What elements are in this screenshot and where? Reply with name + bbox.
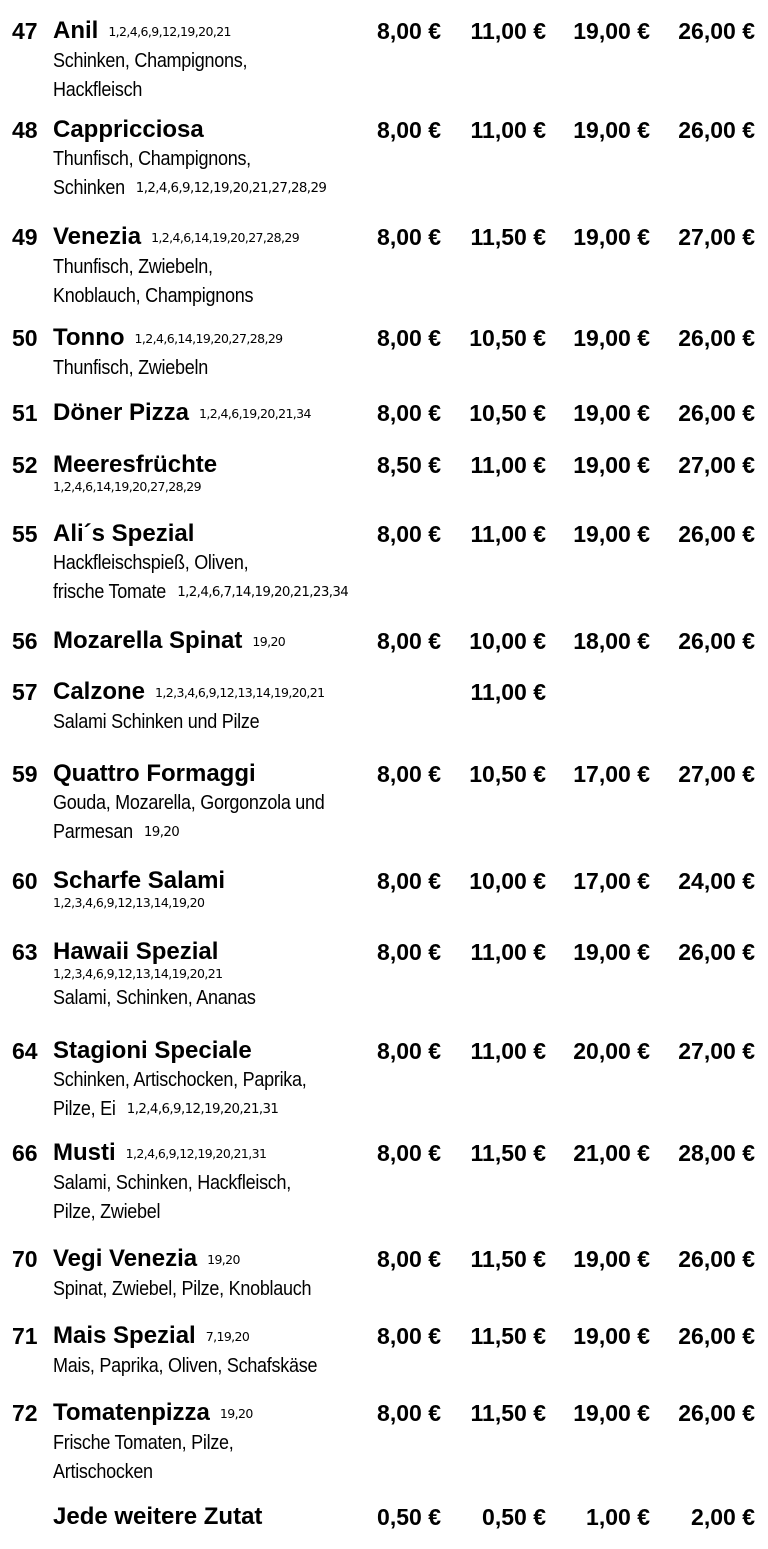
item-name: Meeresfrüchte (53, 451, 218, 478)
item-price-size-3: 17,00 € (573, 761, 650, 787)
item-name: Stagioni Speciale (53, 1037, 252, 1064)
item-details (53, 937, 373, 1013)
item-details (53, 16, 373, 105)
item-number: 55 (12, 521, 38, 547)
item-details (53, 519, 373, 607)
item-details (53, 866, 373, 913)
description-line (53, 253, 341, 282)
item-description (53, 145, 373, 203)
item-description (53, 1275, 373, 1304)
item-details (53, 1138, 373, 1227)
description-line (53, 354, 341, 383)
item-price-size-1: 8,00 € (377, 1140, 441, 1166)
item-number: 70 (12, 1246, 38, 1272)
item-name: Döner Pizza (53, 399, 190, 426)
description-line (53, 76, 341, 105)
extra-price-2: 0,50 € (482, 1504, 546, 1530)
description-line (53, 789, 341, 818)
item-description (53, 354, 373, 383)
item-details (53, 1321, 373, 1381)
item-price-size-3: 20,00 € (573, 1038, 650, 1064)
item-price-size-1: 8,00 € (377, 761, 441, 787)
item-allergen-codes: 19,20 (207, 1251, 240, 1267)
extra-topping-label: Jede weitere Zutat (53, 1503, 263, 1530)
description-line (53, 174, 341, 203)
item-number: 64 (12, 1038, 38, 1064)
item-description (53, 1066, 373, 1124)
item-name: Quattro Formaggi (53, 760, 256, 787)
item-name: Mozarella Spinat (53, 627, 243, 654)
item-price-size-3: 19,00 € (573, 1400, 650, 1426)
item-allergen-codes: 1,2,4,6,14,19,20,27,28,29 (53, 479, 202, 494)
item-price-size-1: 8,00 € (377, 224, 441, 250)
item-price-size-1: 8,00 € (377, 18, 441, 44)
item-allergen-codes: 1,2,3,4,6,9,12,13,14,19,20,21 (155, 684, 325, 700)
item-number: 63 (12, 939, 38, 965)
description-text: Mais, Paprika, Oliven, Schafskäse (53, 1354, 318, 1377)
item-price-size-4: 26,00 € (678, 939, 755, 965)
item-price-size-2: 10,00 € (469, 628, 546, 654)
description-text: Schinken, Champignons, (53, 49, 248, 72)
item-description (53, 1352, 373, 1381)
item-price-size-2: 11,00 € (470, 452, 546, 478)
item-price-size-3: 19,00 € (573, 224, 650, 250)
extra-price-1: 0,50 € (377, 1504, 441, 1530)
description-line (53, 984, 341, 1013)
description-text: Hackfleisch (53, 78, 143, 101)
description-text: Knoblauch, Champignons (53, 284, 254, 307)
item-price-size-1: 8,00 € (377, 400, 441, 426)
item-number: 56 (12, 628, 38, 654)
item-name-line (53, 677, 373, 708)
extra-price-3: 1,00 € (586, 1504, 650, 1530)
item-price-size-4: 28,00 € (678, 1140, 755, 1166)
item-number: 48 (12, 117, 38, 143)
item-name-line (53, 115, 373, 145)
item-allergen-codes: 19,20 (252, 633, 286, 649)
item-price-size-3: 19,00 € (573, 117, 650, 143)
item-name: Tomatenpizza (53, 1399, 210, 1426)
description-line (53, 1429, 341, 1458)
item-number: 59 (12, 761, 38, 787)
item-name-line (53, 222, 373, 253)
item-name: Scharfe Salami (53, 867, 226, 894)
item-name: Tonno (53, 324, 125, 351)
item-price-size-3: 17,00 € (573, 868, 650, 894)
item-price-size-1: 8,00 € (377, 325, 441, 351)
description-line (53, 1458, 341, 1487)
item-name-line (53, 16, 373, 47)
item-name-line (53, 398, 373, 429)
item-name: Calzone (53, 678, 146, 705)
item-price-size-2: 11,50 € (470, 1400, 546, 1426)
item-number: 72 (12, 1400, 38, 1426)
description-line (53, 1198, 341, 1227)
item-price-size-2: 11,00 € (470, 521, 546, 547)
item-price-size-4: 26,00 € (678, 400, 755, 426)
item-price-size-4: 26,00 € (678, 117, 755, 143)
item-price-size-4: 27,00 € (678, 452, 755, 478)
item-price-size-2: 11,00 € (470, 18, 546, 44)
item-price-size-4: 24,00 € (678, 868, 755, 894)
item-price-size-1: 8,00 € (377, 1246, 441, 1272)
item-price-size-3: 21,00 € (573, 1140, 650, 1166)
item-description (53, 708, 373, 737)
description-text: Artischocken (53, 1460, 153, 1483)
item-description (53, 984, 373, 1013)
item-price-size-1: 8,00 € (377, 868, 441, 894)
item-details (53, 759, 373, 847)
item-price-size-1: 8,50 € (377, 452, 441, 478)
item-price-size-4: 26,00 € (678, 1323, 755, 1349)
description-text: Pilze, Zwiebel (53, 1200, 161, 1223)
item-price-size-2: 11,50 € (470, 1323, 546, 1349)
item-name: Ali´s Spezial (53, 520, 195, 547)
item-number: 66 (12, 1140, 38, 1166)
description-text: Spinat, Zwiebel, Pilze, Knoblauch (53, 1277, 312, 1300)
description-text: Thunfisch, Zwiebeln (53, 356, 208, 379)
item-price-size-2: 11,50 € (470, 1246, 546, 1272)
item-allergen-codes: 1,2,3,4,6,9,12,13,14,19,20,21 (53, 966, 223, 981)
item-price-size-1: 8,00 € (377, 1038, 441, 1064)
item-allergen-codes: 19,20 (143, 824, 179, 841)
item-details (53, 1036, 373, 1124)
description-text: Hackfleischspieß, Oliven, (53, 552, 249, 574)
item-name-line (53, 323, 373, 354)
item-price-size-3: 19,00 € (573, 1246, 650, 1272)
item-price-size-2: 10,00 € (469, 868, 546, 894)
item-price-size-4: 26,00 € (678, 628, 755, 654)
item-name-line (53, 1138, 373, 1169)
item-name: Musti (53, 1139, 116, 1166)
item-description (53, 1429, 373, 1487)
item-description (53, 549, 373, 607)
item-name-line (53, 1244, 373, 1275)
item-price-size-1: 8,00 € (377, 117, 441, 143)
item-description (53, 1169, 373, 1227)
item-details (53, 626, 373, 657)
item-name: Mais Spezial (53, 1322, 196, 1349)
description-line (53, 1095, 341, 1124)
description-text: Salami Schinken und Pilze (53, 710, 260, 733)
item-price-size-1: 8,00 € (377, 1323, 441, 1349)
description-text: Schinken, Artischocken, Paprika, (53, 1069, 307, 1091)
description-line (53, 145, 341, 174)
item-number: 52 (12, 452, 38, 478)
description-line (53, 47, 341, 76)
item-name-line (53, 450, 373, 480)
item-price-size-2: 10,50 € (469, 761, 546, 787)
description-text: Salami, Schinken, Ananas (53, 987, 256, 1009)
item-name: Vegi Venezia (53, 1245, 198, 1272)
item-details (53, 398, 373, 429)
description-line (53, 578, 348, 607)
item-name-line (53, 759, 373, 789)
description-line (53, 818, 341, 847)
item-price-size-3: 18,00 € (573, 628, 650, 654)
item-number: 47 (12, 18, 38, 44)
item-price-size-1: 8,00 € (377, 939, 441, 965)
item-price-size-2: 11,00 € (470, 117, 546, 143)
item-details (53, 323, 373, 383)
description-text: frische Tomate (53, 581, 166, 603)
item-allergen-codes: 7,19,20 (205, 1328, 250, 1344)
item-number: 51 (12, 400, 38, 426)
description-line (53, 1066, 341, 1095)
item-price-size-2: 10,50 € (469, 325, 546, 351)
item-name: Cappricciosa (53, 116, 204, 143)
description-line (53, 1352, 341, 1381)
description-text: Thunfisch, Champignons, (53, 148, 251, 170)
item-price-size-1: 8,00 € (377, 1400, 441, 1426)
item-name: Hawaii Spezial (53, 938, 219, 965)
item-description (53, 47, 373, 105)
item-price-size-3: 19,00 € (573, 18, 650, 44)
item-price-size-4: 27,00 € (678, 761, 755, 787)
item-details (53, 1244, 373, 1304)
item-name-line (53, 1398, 373, 1429)
item-allergen-codes: 1,2,4,6,9,12,19,20,21 (108, 23, 231, 39)
item-price-size-2: 10,50 € (469, 400, 546, 426)
item-details (53, 222, 373, 311)
item-name-line (53, 1036, 373, 1066)
description-text: Salami, Schinken, Hackfleisch, (53, 1171, 292, 1194)
item-name: Anil (53, 17, 99, 44)
item-price-size-3: 19,00 € (573, 400, 650, 426)
item-allergen-codes: 1,2,4,6,7,14,19,20,21,23,34 (176, 584, 348, 601)
item-price-size-3: 19,00 € (573, 325, 650, 351)
item-details (53, 450, 373, 497)
item-details (53, 115, 373, 203)
description-text: Schinken (53, 177, 125, 199)
item-allergen-codes: 1,2,4,6,9,12,19,20,21,27,28,29 (135, 180, 327, 197)
item-allergen-codes: 1,2,4,6,9,12,19,20,21,31 (126, 1101, 278, 1118)
item-price-size-3: 19,00 € (573, 939, 650, 965)
item-price-size-2: 11,50 € (470, 1140, 546, 1166)
description-line (53, 708, 341, 737)
item-description (53, 789, 373, 847)
item-number: 57 (12, 679, 38, 705)
description-text: Pilze, Ei (53, 1098, 116, 1120)
item-allergen-codes: 19,20 (219, 1405, 253, 1421)
item-price-size-4: 26,00 € (678, 325, 755, 351)
item-name-line (53, 866, 373, 896)
item-price-size-3: 19,00 € (573, 1323, 650, 1349)
description-text: Gouda, Mozarella, Gorgonzola und (53, 792, 325, 814)
item-allergen-codes: 1,2,4,6,14,19,20,27,28,29 (151, 229, 300, 245)
item-number: 50 (12, 325, 38, 351)
item-price-size-2: 11,00 € (470, 939, 546, 965)
item-name-line (53, 519, 373, 549)
item-allergen-codes: 1,2,4,6,19,20,21,34 (199, 405, 311, 421)
item-price-size-2: 11,00 € (470, 679, 546, 705)
item-details (53, 1398, 373, 1487)
description-text: Thunfisch, Zwiebeln, (53, 255, 213, 278)
description-text: Frische Tomaten, Pilze, (53, 1431, 234, 1454)
item-name-line (53, 1321, 373, 1352)
item-price-size-3: 19,00 € (573, 521, 650, 547)
item-allergen-codes: 1,2,4,6,9,12,19,20,21,31 (125, 1145, 267, 1161)
item-price-size-4: 26,00 € (678, 521, 755, 547)
item-description (53, 253, 373, 311)
item-number: 71 (12, 1323, 38, 1349)
item-name-line (53, 626, 373, 657)
item-details (53, 677, 373, 737)
item-price-size-1: 8,00 € (377, 628, 441, 654)
item-allergen-codes: 1,2,4,6,14,19,20,27,28,29 (134, 330, 283, 346)
item-number: 60 (12, 868, 38, 894)
item-price-size-1: 8,00 € (377, 521, 441, 547)
item-name-line (53, 937, 373, 967)
item-price-size-2: 11,50 € (470, 224, 546, 250)
item-price-size-2: 11,00 € (470, 1038, 546, 1064)
description-line (53, 1275, 341, 1304)
item-price-size-4: 27,00 € (678, 1038, 755, 1064)
item-name: Venezia (53, 223, 142, 250)
description-line (53, 282, 341, 311)
item-number: 49 (12, 224, 38, 250)
extra-price-4: 2,00 € (691, 1504, 755, 1530)
item-price-size-4: 26,00 € (678, 18, 755, 44)
item-allergen-codes: 1,2,3,4,6,9,12,13,14,19,20 (53, 895, 205, 910)
item-price-size-3: 19,00 € (573, 452, 650, 478)
description-line (53, 549, 341, 578)
description-text: Parmesan (53, 821, 133, 843)
item-price-size-4: 26,00 € (678, 1400, 755, 1426)
description-line (53, 1169, 341, 1198)
item-price-size-4: 26,00 € (678, 1246, 755, 1272)
item-price-size-4: 27,00 € (678, 224, 755, 250)
